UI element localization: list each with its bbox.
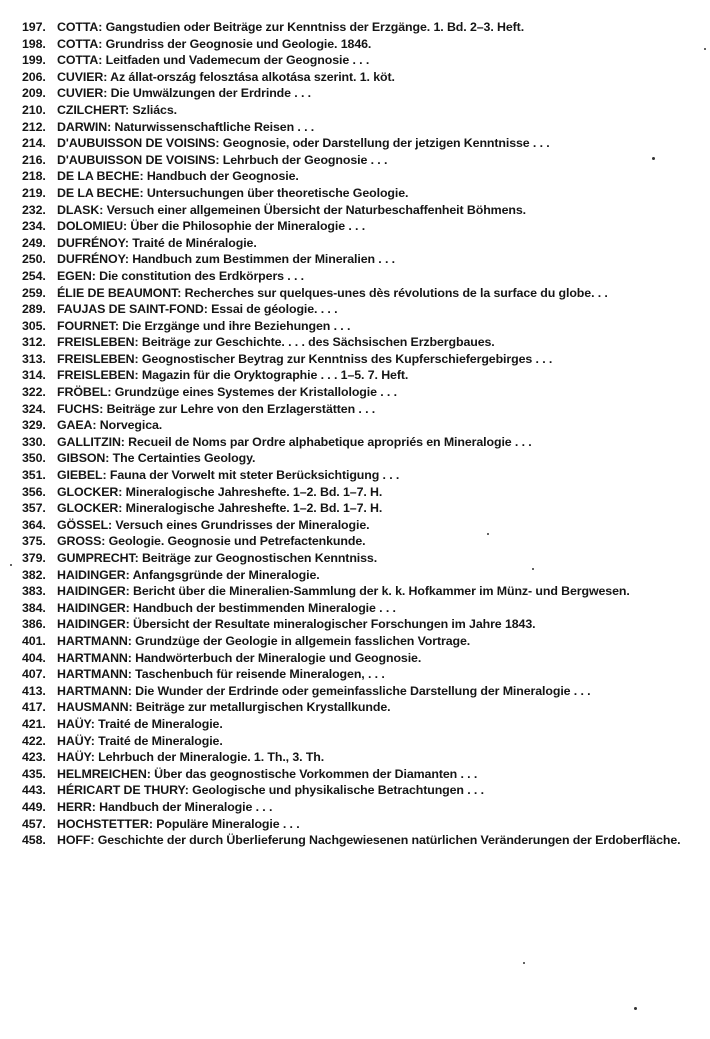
entry-number: 289. <box>22 302 46 317</box>
entry-body: HAUSMANN: Beiträge zur metallurgischen Krystallkunde. <box>57 700 391 715</box>
entry-number: 198. <box>22 36 46 51</box>
entry-title: Norvegica. <box>99 418 163 433</box>
entry-body: ÉLIE DE BEAUMONT: Recherches sur quelques-unes dès révolutions de la surface du globe. . . <box>57 285 608 300</box>
bibliography-entry <box>22 500 708 517</box>
entry-title: Die Erzgänge und ihre Beziehungen . . . <box>122 318 351 333</box>
entry-body: FREISLEBEN: Beiträge zur Geschichte. . . . des Sächsischen Erzbergbaues. <box>57 335 495 350</box>
entry-number: 214. <box>22 136 46 151</box>
entry-author: HERR <box>57 799 92 814</box>
entry-body: DOLOMIEU: Über die Philosophie der Mineralogie . . . <box>57 219 366 234</box>
entry-title: Lehrbuch der Geognosie . . . <box>222 152 388 167</box>
entry-number: 449. <box>22 799 46 814</box>
entry-body: CUVIER: Az állat-ország felosztása alkotása szerint. 1. köt. <box>57 69 395 84</box>
bibliography-entry <box>22 285 708 302</box>
entry-body: HARTMANN: Handwörterbuch der Mineralogie und Geognosie. <box>57 650 422 665</box>
entry-author: DOLOMIEU <box>57 219 123 234</box>
bibliography-entry <box>22 683 708 700</box>
entry-number: 259. <box>22 285 46 300</box>
bibliography-entry <box>22 550 708 567</box>
entry-title: Untersuchungen über theoretische Geologie. <box>146 185 409 200</box>
entry-body: FREISLEBEN: Geognostischer Beytrag zur Kenntniss des Kupferschiefergebirges . . . <box>57 351 553 366</box>
entry-title: Grundzüge eines Systemes der Kristallologie . . . <box>114 385 397 400</box>
entry-author: FRÖBEL <box>57 385 108 400</box>
entry-author: HÉRICART DE THURY <box>57 783 185 798</box>
bibliography-entry <box>22 19 708 36</box>
entry-body: HAIDINGER: Übersicht der Resultate mineralogischer Forschungen im Jahre 1843. <box>57 617 536 632</box>
entry-title: Handwörterbuch der Mineralogie und Geognosie. <box>135 650 422 665</box>
bibliography-entry <box>22 351 708 368</box>
entry-number: 435. <box>22 766 46 781</box>
entry-number: 322. <box>22 385 46 400</box>
entry-author: GUMPRECHT <box>57 551 135 565</box>
entry-author: GAEA <box>57 418 93 433</box>
scan-speck <box>652 157 655 160</box>
entry-number: 219. <box>22 185 46 200</box>
entry-title: Übersicht der Resultate mineralogischer Forschungen im Jahre 1843. <box>133 617 536 632</box>
entry-author: GIEBEL <box>57 468 103 483</box>
bibliography-entry <box>22 384 708 401</box>
entry-body: HARTMANN: Die Wunder der Erdrinde oder gemeinfassliche Darstellung der Mineralogie . . . <box>57 683 591 698</box>
bibliography-entry <box>22 334 708 351</box>
entry-number: 421. <box>22 716 46 731</box>
entry-author: HARTMANN <box>57 633 128 648</box>
entry-number: 212. <box>22 119 46 134</box>
entry-body: HOCHSTETTER: Populäre Mineralogie . . . <box>57 816 300 831</box>
entry-body: DE LA BECHE: Handbuch der Geognosie. <box>57 169 299 184</box>
entry-author: HOFF <box>57 833 91 848</box>
bibliography-entry <box>22 401 708 418</box>
bibliography-entry <box>22 102 708 119</box>
bibliography-list <box>22 19 708 849</box>
bibliography-entry <box>22 567 708 584</box>
bibliography-entry <box>22 600 708 617</box>
bibliography-entry <box>22 716 708 733</box>
entry-title: Traité de Mineralogie. <box>98 716 223 731</box>
entry-number: 384. <box>22 600 46 615</box>
entry-number: 401. <box>22 633 46 648</box>
entry-title: Versuch eines Grundrisses der Mineralogie. <box>115 517 370 532</box>
bibliography-entry <box>22 202 708 219</box>
bibliography-entry <box>22 799 708 816</box>
entry-number: 216. <box>22 152 46 167</box>
entry-number: 350. <box>22 451 46 466</box>
bibliography-entry <box>22 168 708 185</box>
entry-body: CZILCHERT: Szliács. <box>57 102 177 117</box>
entry-author: COTTA <box>57 20 99 34</box>
entry-title: Handbuch zum Bestimmen der Mineralien . . . <box>132 252 396 267</box>
bibliography-entry <box>22 533 708 550</box>
entry-author: GALLITZIN <box>57 434 121 449</box>
entry-title: Versuch einer allgemeinen Übersicht der Naturbeschaffenheit Böhmens. <box>106 202 526 217</box>
bibliography-entry <box>22 301 708 318</box>
entry-title: Traité de Mineralogie. <box>98 733 223 748</box>
entry-body: HAIDINGER: Bericht über die Mineralien-Sammlung der k. k. Hofkammer im Münz- und Bergwesen. <box>57 584 630 599</box>
entry-author: HAÜY <box>57 716 91 731</box>
entry-title: Lehrbuch der Mineralogie. 1. Th., 3. Th. <box>98 750 325 765</box>
entry-number: 407. <box>22 667 46 682</box>
entry-author: FAUJAS DE SAINT-FOND <box>57 302 204 317</box>
entry-title: Grundzüge der Geologie in allgemein fasslichen Vortrage. <box>135 633 471 648</box>
entry-body: HERR: Handbuch der Mineralogie . . . <box>57 799 273 814</box>
entry-title: Az állat-ország felosztása alkotása szerint. 1. köt. <box>110 69 395 84</box>
entry-title: Taschenbuch für reisende Mineralogen, . . . <box>135 667 385 682</box>
entry-body: DUFRÉNOY: Handbuch zum Bestimmen der Mineralien . . . <box>57 252 396 267</box>
bibliography-entry <box>22 733 708 750</box>
entry-author: D'AUBUISSON DE VOISINS <box>57 152 216 167</box>
entry-title: Über die Philosophie der Mineralogie . . . <box>130 219 366 234</box>
entry-title: Recueil de Noms par Ordre alphabetique apropriés en Mineralogie . . . <box>128 434 532 449</box>
entry-title: Über das geognostische Vorkommen der Diamanten . . . <box>154 766 478 781</box>
entry-author: HARTMANN <box>57 683 128 698</box>
bibliography-entry <box>22 235 708 252</box>
entry-body: DARWIN: Naturwissenschaftliche Reisen . . . <box>57 119 315 134</box>
entry-body: DLASK: Versuch einer allgemeinen Übersicht der Naturbeschaffenheit Böhmens. <box>57 202 526 217</box>
bibliography-entry <box>22 185 708 202</box>
bibliography-entry <box>22 583 708 600</box>
entry-author: EGEN <box>57 268 92 283</box>
entry-number: 313. <box>22 351 46 366</box>
bibliography-entry <box>22 517 708 534</box>
entry-body: HARTMANN: Grundzüge der Geologie in allgemein fasslichen Vortrage. <box>57 633 471 648</box>
entry-author: FUCHS <box>57 401 100 416</box>
entry-number: 379. <box>22 551 46 565</box>
bibliography-entry <box>22 251 708 268</box>
entry-body: HOFF: Geschichte der durch Überlieferung Nachgewiesenen natürlichen Veränderungen der Erdoberfläche. <box>57 833 681 848</box>
entry-number: 422. <box>22 733 46 748</box>
entry-title: Die constitution des Erdkörpers . . . <box>99 268 305 283</box>
entry-title: Populäre Mineralogie . . . <box>156 816 300 831</box>
entry-number: 197. <box>22 20 46 34</box>
entry-title: Anfangsgründe der Mineralogie. <box>132 567 320 582</box>
entry-author: D'AUBUISSON DE VOISINS <box>57 136 216 151</box>
scan-speck <box>704 48 706 50</box>
entry-title: Beiträge zur Geschichte. . . . des Sächsischen Erzbergbaues. <box>141 335 495 350</box>
entry-number: 218. <box>22 169 46 184</box>
entry-author: GROSS <box>57 534 102 549</box>
entry-author: GÖSSEL <box>57 517 109 532</box>
entry-body: GUMPRECHT: Beiträge zur Geognostischen Kenntniss. <box>57 551 378 565</box>
entry-title: Recherches sur quelques-unes dès révolutions de la surface du globe. . . <box>184 285 608 300</box>
bibliography-entry <box>22 766 708 783</box>
entry-body: GIEBEL: Fauna der Vorwelt mit steter Berücksichtigung . . . <box>57 468 400 483</box>
scan-speck <box>523 962 525 964</box>
bibliography-entry <box>22 782 708 799</box>
entry-body: FRÖBEL: Grundzüge eines Systemes der Kristallologie . . . <box>57 385 397 400</box>
entry-number: 386. <box>22 617 46 632</box>
entry-author: CUVIER <box>57 69 104 84</box>
entry-author: FREISLEBEN <box>57 335 135 350</box>
bibliography-entry <box>22 85 708 102</box>
entry-number: 413. <box>22 683 46 698</box>
entry-body: D'AUBUISSON DE VOISINS: Geognosie, oder Darstellung der jetzigen Kenntnisse . . . <box>57 136 550 151</box>
entry-author: CUVIER <box>57 86 104 101</box>
entry-title: Handbuch der bestimmenden Mineralogie . . . <box>133 600 396 615</box>
entry-body: FREISLEBEN: Magazin für die Oryktographie . . . 1–5. 7. Heft. <box>57 368 409 383</box>
entry-number: 324. <box>22 401 46 416</box>
entry-body: EGEN: Die constitution des Erdkörpers . . . <box>57 268 305 283</box>
bibliography-entry <box>22 650 708 667</box>
entry-author: FREISLEBEN <box>57 351 135 366</box>
bibliography-entry <box>22 152 708 169</box>
bibliography-entry <box>22 450 708 467</box>
entry-body: GÖSSEL: Versuch eines Grundrisses der Mineralogie. <box>57 517 370 532</box>
entry-title: Traité de Minéralogie. <box>132 235 257 250</box>
entry-title: Geschichte der durch Überlieferung Nachgewiesenen natürlichen Veränderungen der Erdoberfläche. <box>97 833 681 848</box>
entry-author: HAÜY <box>57 733 91 748</box>
entry-number: 305. <box>22 318 46 333</box>
entry-number: 351. <box>22 468 46 483</box>
bibliography-entry <box>22 52 708 69</box>
entry-title: Die Wunder der Erdrinde oder gemeinfassliche Darstellung der Mineralogie . . . <box>135 683 591 698</box>
entry-number: 210. <box>22 102 46 117</box>
entry-number: 364. <box>22 517 46 532</box>
bibliography-entry <box>22 633 708 650</box>
entry-body: CUVIER: Die Umwälzungen der Erdrinde . . . <box>57 86 311 101</box>
entry-number: 209. <box>22 86 46 101</box>
entry-body: D'AUBUISSON DE VOISINS: Lehrbuch der Geognosie . . . <box>57 152 388 167</box>
entry-number: 404. <box>22 650 46 665</box>
entry-body: HÉRICART DE THURY: Geologische und physikalische Betrachtungen . . . <box>57 783 484 798</box>
entry-body: FUCHS: Beiträge zur Lehre von den Erzlagerstätten . . . <box>57 401 376 416</box>
entry-number: 249. <box>22 235 46 250</box>
entry-title: Geologie. Geognosie und Petrefactenkunde. <box>108 534 366 549</box>
entry-author: GIBSON <box>57 451 106 466</box>
entry-number: 356. <box>22 484 46 499</box>
entry-author: FOURNET <box>57 318 115 333</box>
entry-title: Gangstudien oder Beiträge zur Kenntniss der Erzgänge. 1. Bd. 2–3. Heft. <box>105 20 525 34</box>
bibliography-entry <box>22 69 708 86</box>
entry-author: HELMREICHEN <box>57 766 147 781</box>
entry-number: 457. <box>22 816 46 831</box>
entry-body: FOURNET: Die Erzgänge und ihre Beziehungen . . . <box>57 318 351 333</box>
entry-number: 383. <box>22 584 46 599</box>
entry-body: COTTA: Grundriss der Geognosie und Geologie. 1846. <box>57 36 372 51</box>
entry-author: HAIDINGER <box>57 567 126 582</box>
entry-title: Beiträge zur Lehre von den Erzlagerstätten . . . <box>106 401 376 416</box>
bibliography-entry <box>22 484 708 501</box>
entry-number: 199. <box>22 53 46 68</box>
entry-body: GIBSON: The Certainties Geology. <box>57 451 256 466</box>
scan-speck <box>10 564 12 566</box>
entry-author: CZILCHERT <box>57 102 125 117</box>
entry-body: COTTA: Gangstudien oder Beiträge zur Kenntniss der Erzgänge. 1. Bd. 2–3. Heft. <box>57 20 525 34</box>
scan-speck <box>487 533 489 535</box>
entry-author: HOCHSTETTER <box>57 816 149 831</box>
entry-title: Mineralogische Jahreshefte. 1–2. Bd. 1–7. H. <box>125 484 383 499</box>
bibliography-entry <box>22 467 708 484</box>
entry-author: ÉLIE DE BEAUMONT <box>57 285 178 300</box>
bibliography-entry <box>22 434 708 451</box>
bibliography-entry <box>22 36 708 53</box>
entry-body: HAIDINGER: Handbuch der bestimmenden Mineralogie . . . <box>57 600 396 615</box>
bibliography-entry <box>22 367 708 384</box>
entry-number: 382. <box>22 567 46 582</box>
entry-body: HAÜY: Traité de Mineralogie. <box>57 716 223 731</box>
entry-body: HAIDINGER: Anfangsgründe der Mineralogie. <box>57 567 320 582</box>
entry-body: HARTMANN: Taschenbuch für reisende Mineralogen, . . . <box>57 667 385 682</box>
entry-title: The Certainties Geology. <box>112 451 256 466</box>
entry-author: COTTA <box>57 53 99 68</box>
bibliography-entry <box>22 135 708 152</box>
entry-body: COTTA: Leitfaden und Vademecum der Geognosie . . . <box>57 53 370 68</box>
entry-author: COTTA <box>57 36 99 51</box>
entry-title: Geognosie, oder Darstellung der jetzigen Kenntnisse . . . <box>222 136 550 151</box>
entry-author: FREISLEBEN <box>57 368 135 383</box>
entry-number: 458. <box>22 833 46 848</box>
entry-title: Leitfaden und Vademecum der Geognosie . . . <box>105 53 370 68</box>
entry-number: 443. <box>22 783 46 798</box>
entry-number: 206. <box>22 69 46 84</box>
entry-number: 232. <box>22 202 46 217</box>
entry-title: Naturwissenschaftliche Reisen . . . <box>114 119 315 134</box>
entry-title: Bericht über die Mineralien-Sammlung der k. k. Hofkammer im Münz- und Bergwesen. <box>133 584 630 599</box>
entry-body: HAÜY: Traité de Mineralogie. <box>57 733 223 748</box>
entry-number: 375. <box>22 534 46 549</box>
entry-title: Mineralogische Jahreshefte. 1–2. Bd. 1–7. H. <box>125 501 383 516</box>
entry-author: DARWIN <box>57 119 108 134</box>
entry-body: HELMREICHEN: Über das geognostische Vorkommen der Diamanten . . . <box>57 766 478 781</box>
entry-author: GLOCKER <box>57 501 119 516</box>
entry-author: HARTMANN <box>57 650 128 665</box>
entry-body: GLOCKER: Mineralogische Jahreshefte. 1–2. Bd. 1–7. H. <box>57 484 383 499</box>
bibliography-entry <box>22 749 708 766</box>
entry-number: 312. <box>22 335 46 350</box>
bibliography-entry <box>22 218 708 235</box>
entry-author: HAUSMANN <box>57 700 129 715</box>
entry-author: HAIDINGER <box>57 617 126 632</box>
entry-body: GALLITZIN: Recueil de Noms par Ordre alphabetique apropriés en Mineralogie . . . <box>57 434 532 449</box>
entry-author: DE LA BECHE <box>57 185 140 200</box>
entry-author: HARTMANN <box>57 667 128 682</box>
entry-title: Geologische und physikalische Betrachtungen . . . <box>192 783 484 798</box>
entry-title: Handbuch der Mineralogie . . . <box>99 799 273 814</box>
entry-number: 250. <box>22 252 46 267</box>
entry-body: GROSS: Geologie. Geognosie und Petrefactenkunde. <box>57 534 366 549</box>
bibliography-entry <box>22 666 708 683</box>
bibliography-entry <box>22 119 708 136</box>
entry-title: Fauna der Vorwelt mit steter Berücksichtigung . . . <box>109 468 400 483</box>
bibliography-entry <box>22 318 708 335</box>
entry-author: GLOCKER <box>57 484 119 499</box>
bibliography-entry <box>22 616 708 633</box>
entry-number: 417. <box>22 700 46 715</box>
entry-body: HAÜY: Lehrbuch der Mineralogie. 1. Th., 3. Th. <box>57 750 325 765</box>
bibliography-entry <box>22 417 708 434</box>
entry-body: GLOCKER: Mineralogische Jahreshefte. 1–2. Bd. 1–7. H. <box>57 501 383 516</box>
entry-number: 423. <box>22 750 46 765</box>
scan-speck <box>532 568 534 570</box>
entry-body: DE LA BECHE: Untersuchungen über theoretische Geologie. <box>57 185 409 200</box>
entry-number: 254. <box>22 268 46 283</box>
entry-title: Magazin für die Oryktographie . . . 1–5. 7. Heft. <box>141 368 409 383</box>
entry-author: HAIDINGER <box>57 584 126 599</box>
entry-author: HAÜY <box>57 750 91 765</box>
bibliography-entry <box>22 832 708 849</box>
scan-speck <box>634 1007 637 1010</box>
entry-title: Handbuch der Geognosie. <box>146 169 299 184</box>
entry-body: FAUJAS DE SAINT-FOND: Essai de géologie. . . . <box>57 302 338 317</box>
bibliography-entry <box>22 699 708 716</box>
entry-title: Beiträge zur Geognostischen Kenntniss. <box>141 551 378 565</box>
entry-body: GAEA: Norvegica. <box>57 418 163 433</box>
entry-author: DE LA BECHE <box>57 169 140 184</box>
entry-number: 314. <box>22 368 46 383</box>
entry-body: DUFRÉNOY: Traité de Minéralogie. <box>57 235 257 250</box>
bibliography-entry <box>22 268 708 285</box>
entry-title: Beiträge zur metallurgischen Krystallkunde. <box>135 700 391 715</box>
entry-number: 357. <box>22 501 46 516</box>
entry-title: Grundriss der Geognosie und Geologie. 1846. <box>105 36 372 51</box>
entry-title: Szliács. <box>132 102 177 117</box>
entry-author: HAIDINGER <box>57 600 126 615</box>
entry-author: DLASK <box>57 202 100 217</box>
entry-number: 329. <box>22 418 46 433</box>
entry-title: Geognostischer Beytrag zur Kenntniss des Kupferschiefergebirges . . . <box>141 351 553 366</box>
entry-title: Die Umwälzungen der Erdrinde . . . <box>110 86 311 101</box>
entry-title: Essai de géologie. . . . <box>211 302 338 317</box>
entry-number: 234. <box>22 219 46 234</box>
entry-author: DUFRÉNOY <box>57 235 125 250</box>
entry-author: DUFRÉNOY <box>57 252 125 267</box>
entry-number: 330. <box>22 434 46 449</box>
bibliography-entry <box>22 816 708 833</box>
